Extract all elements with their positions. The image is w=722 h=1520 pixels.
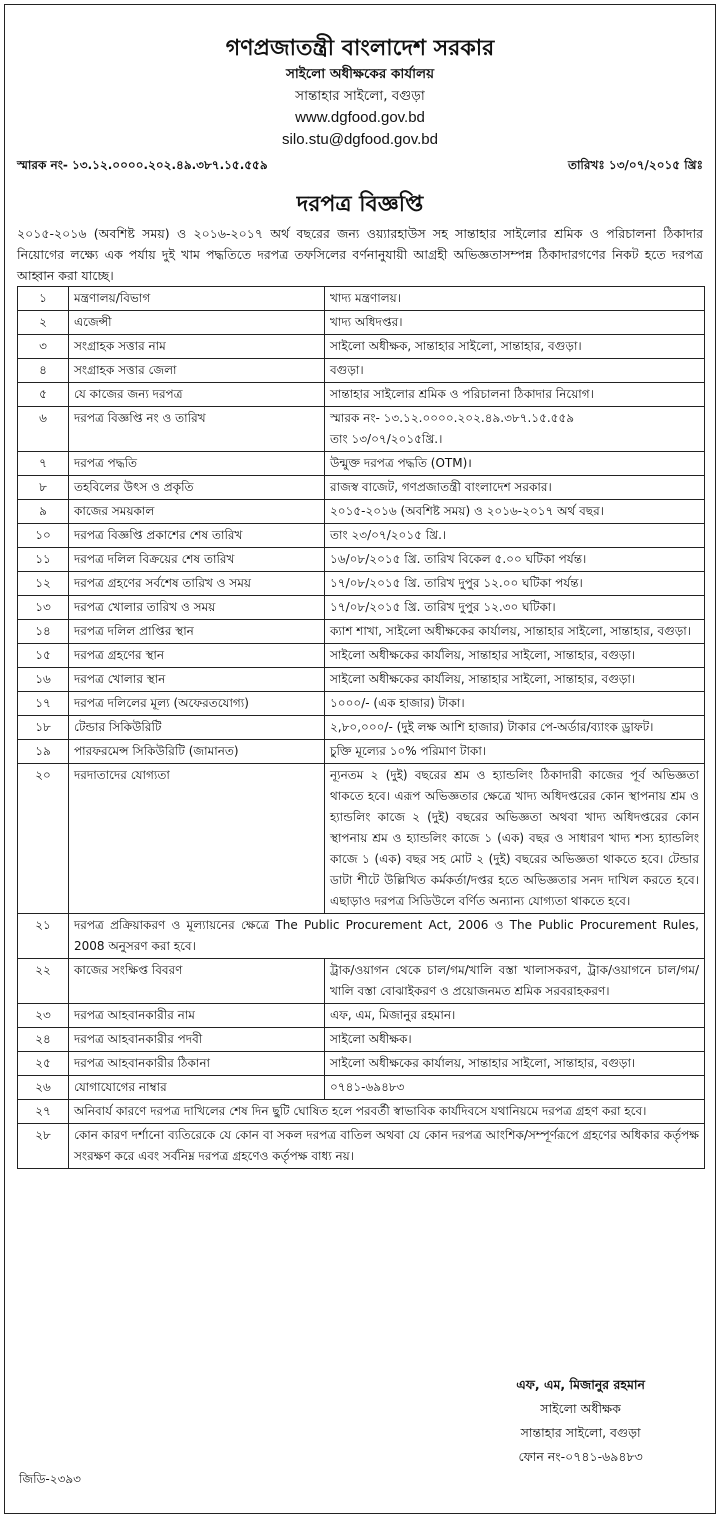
signatory-place: সান্তাহার সাইলো, বগুড়া: [520, 1425, 641, 1440]
row-number: ১০: [18, 524, 69, 548]
row-label: মন্ত্রণালয়/বিভাগ: [69, 287, 325, 311]
row-number: ৪: [18, 359, 69, 383]
row-value-text: ক্যাশ শাখা, সাইলো অধীক্ষকের কার্যালয়, সান্তাহার সাইলো, সান্তাহার, বগুড়া।: [330, 624, 692, 638]
row-value-text: স্মারক নং- ১৩.১২.০০০০.২০২.৪৯.৩৮৭.১৫.৫৫৯: [330, 411, 575, 425]
table-row: [18, 287, 705, 311]
row-number: ২৬: [18, 1076, 69, 1100]
row-value: [325, 359, 705, 383]
row-value-text: চুক্তি মূল্যের ১০% পরিমাণ টাকা।: [330, 744, 487, 758]
row-value: [325, 644, 705, 668]
row-label: দরপত্র গ্রহণের স্থান: [69, 644, 325, 668]
table-row: [18, 959, 705, 1004]
signature-block: [516, 1373, 645, 1469]
row-value: [325, 407, 705, 452]
row-label: টেন্ডার সিকিউরিটি: [69, 716, 325, 740]
row-label: দরপত্র বিজ্ঞপ্তি প্রকাশের শেষ তারিখ: [69, 524, 325, 548]
row-number: ৩: [18, 335, 69, 359]
website-link[interactable]: www.dgfood.gov.bd: [295, 109, 425, 126]
row-label: দরপত্র খোলার তারিখ ও সময়: [69, 596, 325, 620]
letterhead: [5, 35, 715, 151]
row-label: দরপত্র পদ্ধতি: [69, 452, 325, 476]
row-label: দরপত্র খোলার স্থান: [69, 668, 325, 692]
row-number: ২২: [18, 959, 69, 1004]
table-row: [18, 407, 705, 452]
row-value: [325, 692, 705, 716]
row-number: ৬: [18, 407, 69, 452]
row-value-text: ২০১৫-২০১৬ (অবশিষ্ট সময়) ও ২০১৬-২০১৭ অর্থ বছর।: [330, 504, 604, 518]
email-link[interactable]: silo.stu@dgfood.gov.bd: [282, 131, 438, 148]
table-row: [18, 1004, 705, 1028]
row-label: দরপত্র দলিল প্রাপ্তির স্থান: [69, 620, 325, 644]
row-number: ২৮: [18, 1124, 69, 1169]
row-value: [325, 524, 705, 548]
row-value-text: ন্যূনতম ২ (দুই) বছরের শ্রম ও হ্যান্ডলিং ঠিকাদারী কাজের পূর্ব অভিজ্ঞতা থাকতে হবে। এরূপ অভিজ্ঞতার ক্ষেত্রে খাদ্য অধিদপ্তরের কোন স্থাপনায় শ্রম ও হ্যান্ডলিং কাজে ২ (দুই) বছরের অভিজ্ঞতা অথবা খাদ্য অধিদপ্তরের কোন স্থাপনায় শ্রম ও হ্যান্ডলিং কাজে ১ (এক) বছর ও সাধারণ খাদ্য শস্য হ্যান্ডলিং কাজে ১ (এক) বছর সহ মোট ২ (দুই) বছরের অভিজ্ঞতা থাকতে হবে। টেন্ডার ডাটা শীটে উল্লিখিত কর্মকর্তা/দপ্তর হতে অভিজ্ঞতার সনদ দাখিল করতে হবে। এছাড়াও দরপত্র সিডিউলে বর্ণিত অন্যান্য যোগ্যতা থাকতে হবে।: [330, 768, 699, 908]
table-row: [18, 644, 705, 668]
table-row: [18, 668, 705, 692]
table-row: [18, 476, 705, 500]
memo-date: তারিখঃ ১৩/০৭/২০১৫ খ্রিঃ: [567, 158, 703, 172]
row-number: ২৪: [18, 1028, 69, 1052]
row-value: [325, 716, 705, 740]
table-row: [18, 764, 705, 914]
table-row: [18, 572, 705, 596]
row-value: [325, 287, 705, 311]
row-value-text: ০৭৪১-৬৯৪৮৩: [330, 1080, 405, 1094]
row-value: [325, 452, 705, 476]
signatory-name: এফ, এম, মিজানুর রহমান: [516, 1377, 645, 1392]
table-row: [18, 1028, 705, 1052]
table-body: [18, 287, 705, 1169]
row-label: দরপত্র গ্রহণের সর্বশেষ তারিখ ও সময়: [69, 572, 325, 596]
row-label: যে কাজের জন্য দরপত্র: [69, 383, 325, 407]
reference-row: [5, 155, 715, 177]
row-value: [325, 476, 705, 500]
row-value: [325, 1052, 705, 1076]
row-value-text: খাদ্য মন্ত্রণালয়।: [330, 291, 401, 305]
row-number: ২৫: [18, 1052, 69, 1076]
table-row: [18, 311, 705, 335]
row-label: পারফরমেন্স সিকিউরিটি (জামানত): [69, 740, 325, 764]
row-label: দরদাতাদের যোগ্যতা: [69, 764, 325, 914]
row-value-text-2: তাং ১৩/০৭/২০১৫খ্রি.।: [330, 432, 443, 446]
row-value-text: ১৬/০৮/২০১৫ খ্রি. তারিখ বিকেল ৫.০০ ঘটিকা পর্যন্ত।: [330, 552, 587, 566]
tender-details-table: [17, 286, 705, 1169]
row-label: কাজের সময়কাল: [69, 500, 325, 524]
row-label: সংগ্রাহক সত্তার জেলা: [69, 359, 325, 383]
row-value-text: সান্তাহার সাইলোর শ্রমিক ও পরিচালনা ঠিকাদার নিয়োগ।: [330, 387, 594, 401]
table-row: [18, 335, 705, 359]
row-label: তহবিলের উৎস ও প্রকৃতি: [69, 476, 325, 500]
row-full-text: অনিবার্য কারণে দরপত্র দাখিলের শেষ দিন ছুটি ঘোষিত হলে পরবর্তী স্বাভাবিক কার্যদিবসে যথানিয়মে দরপত্র গ্রহণ করা হবে।: [69, 1100, 705, 1124]
row-value-text: ১৭/০৮/২০১৫ খ্রি. তারিখ দুপুর ১২.৩০ ঘটিকা।: [330, 600, 556, 614]
row-value-text: সাইলো অধীক্ষকের কার্যলিয়, সান্তাহার সাইলো, সান্তাহার, বগুড়া।: [330, 648, 636, 662]
row-value-text: সাইলো অধীক্ষকের কার্যলিয়, সান্তাহার সাইলো, সান্তাহার, বগুড়া।: [330, 672, 636, 686]
row-value-text: সাইলো অধীক্ষকের কার্যালয়, সান্তাহার সাইলো, সান্তাহার, বগুড়া।: [330, 1056, 636, 1070]
intro-paragraph: ২০১৫-২০১৬ (অবশিষ্ট সময়) ও ২০১৬-২০১৭ অর্থ বছরের জন্য ওয়্যারহাউস সহ সান্তাহার সাইলোর শ্রমিক ও পরিচালনা ঠিকাদার নিয়োগের লক্ষ্যে এক পর্যায় দুই খাম পদ্ধতিতে দরপত্র তফসিলের বর্ণনানুযায়ী আগ্রহী অভিজ্ঞতাসম্পন্ন ঠিকাদারগণের নিকট হতে দরপত্র আহ্বান করা যাচ্ছে।: [17, 226, 703, 283]
row-value: [325, 383, 705, 407]
row-label: দরপত্র আহবানকারীর নাম: [69, 1004, 325, 1028]
row-value-text: খাদ্য অধিদপ্তর।: [330, 315, 403, 329]
row-value: [325, 764, 705, 914]
row-number: ১৩: [18, 596, 69, 620]
row-value-text: বগুড়া।: [330, 363, 364, 377]
row-value: [325, 1028, 705, 1052]
row-value: [325, 740, 705, 764]
row-number: ৫: [18, 383, 69, 407]
row-number: ২: [18, 311, 69, 335]
row-value-text: ট্রাক/ওয়াগন থেকে চাল/গম/খালি বস্তা খালাসকরণ, ট্রাক/ওয়াগনে চাল/গম/খালি বস্তা বোঝাইকরণ ও প্রয়োজনমত শ্রমিক সরবরাহকরণ।: [330, 963, 699, 998]
signatory-phone: ফোন নং-০৭৪১-৬৯৪৮৩: [518, 1449, 643, 1464]
row-value: [325, 335, 705, 359]
government-title: গণপ্রজাতন্ত্রী বাংলাদেশ সরকার: [225, 36, 495, 61]
table-row: [18, 383, 705, 407]
row-number: ১৬: [18, 668, 69, 692]
row-number: ১: [18, 287, 69, 311]
row-value: [325, 959, 705, 1004]
row-label: সংগ্রাহক সত্তার নাম: [69, 335, 325, 359]
row-number: ৯: [18, 500, 69, 524]
row-value-text: তাং ২৩/০৭/২০১৫ খ্রি.।: [330, 528, 447, 542]
row-value-text: ২,৮০,০০০/- (দুই লক্ষ আশি হাজার) টাকার পে-অর্ডার/ব্যাংক ড্রাফট।: [330, 720, 654, 734]
table-row: [18, 914, 705, 959]
row-number: ২০: [18, 764, 69, 914]
row-number: ১৯: [18, 740, 69, 764]
row-number: ১১: [18, 548, 69, 572]
table-row: [18, 359, 705, 383]
row-label: কাজের সংক্ষিপ্ত বিবরণ: [69, 959, 325, 1004]
table-row: [18, 500, 705, 524]
row-number: ১৫: [18, 644, 69, 668]
row-value: [325, 311, 705, 335]
row-value: [325, 1004, 705, 1028]
table-row: [18, 1076, 705, 1100]
table-row: [18, 596, 705, 620]
row-full-text: দরপত্র প্রক্রিয়াকরণ ও মূল্যায়নের ক্ষেত্রে The Public Procurement Act, 2006 ও The Public Procurement Rules, 2008 অনুসরণ করা হবে।: [69, 914, 705, 959]
row-number: ৮: [18, 476, 69, 500]
table-row: [18, 1100, 705, 1124]
row-label: দরপত্র বিজ্ঞপ্তি নং ও তারিখ: [69, 407, 325, 452]
table-row: [18, 452, 705, 476]
table-row: [18, 1052, 705, 1076]
row-value-text: রাজস্ব বাজেট, গণপ্রজাতন্ত্রী বাংলাদেশ সরকার।: [330, 480, 552, 494]
signatory-designation: সাইলো অধীক্ষক: [540, 1401, 621, 1416]
table-row: [18, 740, 705, 764]
row-number: ২৭: [18, 1100, 69, 1124]
office-name: সাইলো অধীক্ষকের কার্যালয়: [285, 66, 435, 82]
row-full-text: কোন কারণ দর্শানো ব্যতিরেকে যে কোন বা সকল দরপত্র বাতিল অথবা যে কোন দরপত্র আংশিক/সম্পূর্ণরূপে গ্রহণের অধিকার কর্তৃপক্ষ সংরক্ষণ করে এবং সর্বনিম্ন দরপত্র গ্রহণেও কর্তৃপক্ষ বাধ্য নয়।: [69, 1124, 705, 1169]
notice-title: দরপত্র বিজ্ঞপ্তি: [296, 192, 424, 217]
table-row: [18, 1124, 705, 1169]
row-value: [325, 620, 705, 644]
row-value: [325, 596, 705, 620]
row-value: [325, 548, 705, 572]
row-number: ১৮: [18, 716, 69, 740]
table-row: [18, 524, 705, 548]
row-number: ১৪: [18, 620, 69, 644]
row-value: [325, 572, 705, 596]
table-row: [18, 716, 705, 740]
row-number: ৭: [18, 452, 69, 476]
row-number: ২৩: [18, 1004, 69, 1028]
row-value-text: সাইলো অধীক্ষক, সান্তাহার সাইলো, সান্তাহার, বগুড়া।: [330, 339, 582, 353]
row-label: এজেন্সী: [69, 311, 325, 335]
row-label: দরপত্র দলিলের মূল্য (অফেরতযোগ্য): [69, 692, 325, 716]
row-value: [325, 500, 705, 524]
row-value-text: উন্মুক্ত দরপত্র পদ্ধতি (OTM)।: [330, 456, 472, 470]
row-number: ১২: [18, 572, 69, 596]
row-value: [325, 668, 705, 692]
gd-number: জিডি-২৩৯৩: [19, 1472, 81, 1486]
row-label: দরপত্র দলিল বিক্রয়ের শেষ তারিখ: [69, 548, 325, 572]
row-value-text: ১৭/০৮/২০১৫ খ্রি. তারিখ দুপুর ১২.০০ ঘটিকা পর্যন্ত।: [330, 576, 583, 590]
tender-notice-page: [4, 4, 716, 1514]
row-value-text: এফ, এম, মিজানুর রহমান।: [330, 1008, 456, 1022]
memo-number: স্মারক নং- ১৩.১২.০০০০.২০২.৪৯.৩৮৭.১৫.৫৫৯: [17, 158, 268, 172]
row-value-text: সাইলো অধীক্ষক।: [330, 1032, 412, 1046]
row-label: যোগাযোগের নাম্বার: [69, 1076, 325, 1100]
row-value-text: ১০০০/- (এক হাজার) টাকা।: [330, 696, 465, 710]
office-location: সান্তাহার সাইলো, বগুড়া: [295, 88, 425, 104]
row-number: ২১: [18, 914, 69, 959]
row-number: ১৭: [18, 692, 69, 716]
row-value: [325, 1076, 705, 1100]
table-row: [18, 548, 705, 572]
table-row: [18, 620, 705, 644]
table-row: [18, 692, 705, 716]
row-label: দরপত্র আহবানকারীর ঠিকানা: [69, 1052, 325, 1076]
row-label: দরপত্র আহবানকারীর পদবী: [69, 1028, 325, 1052]
